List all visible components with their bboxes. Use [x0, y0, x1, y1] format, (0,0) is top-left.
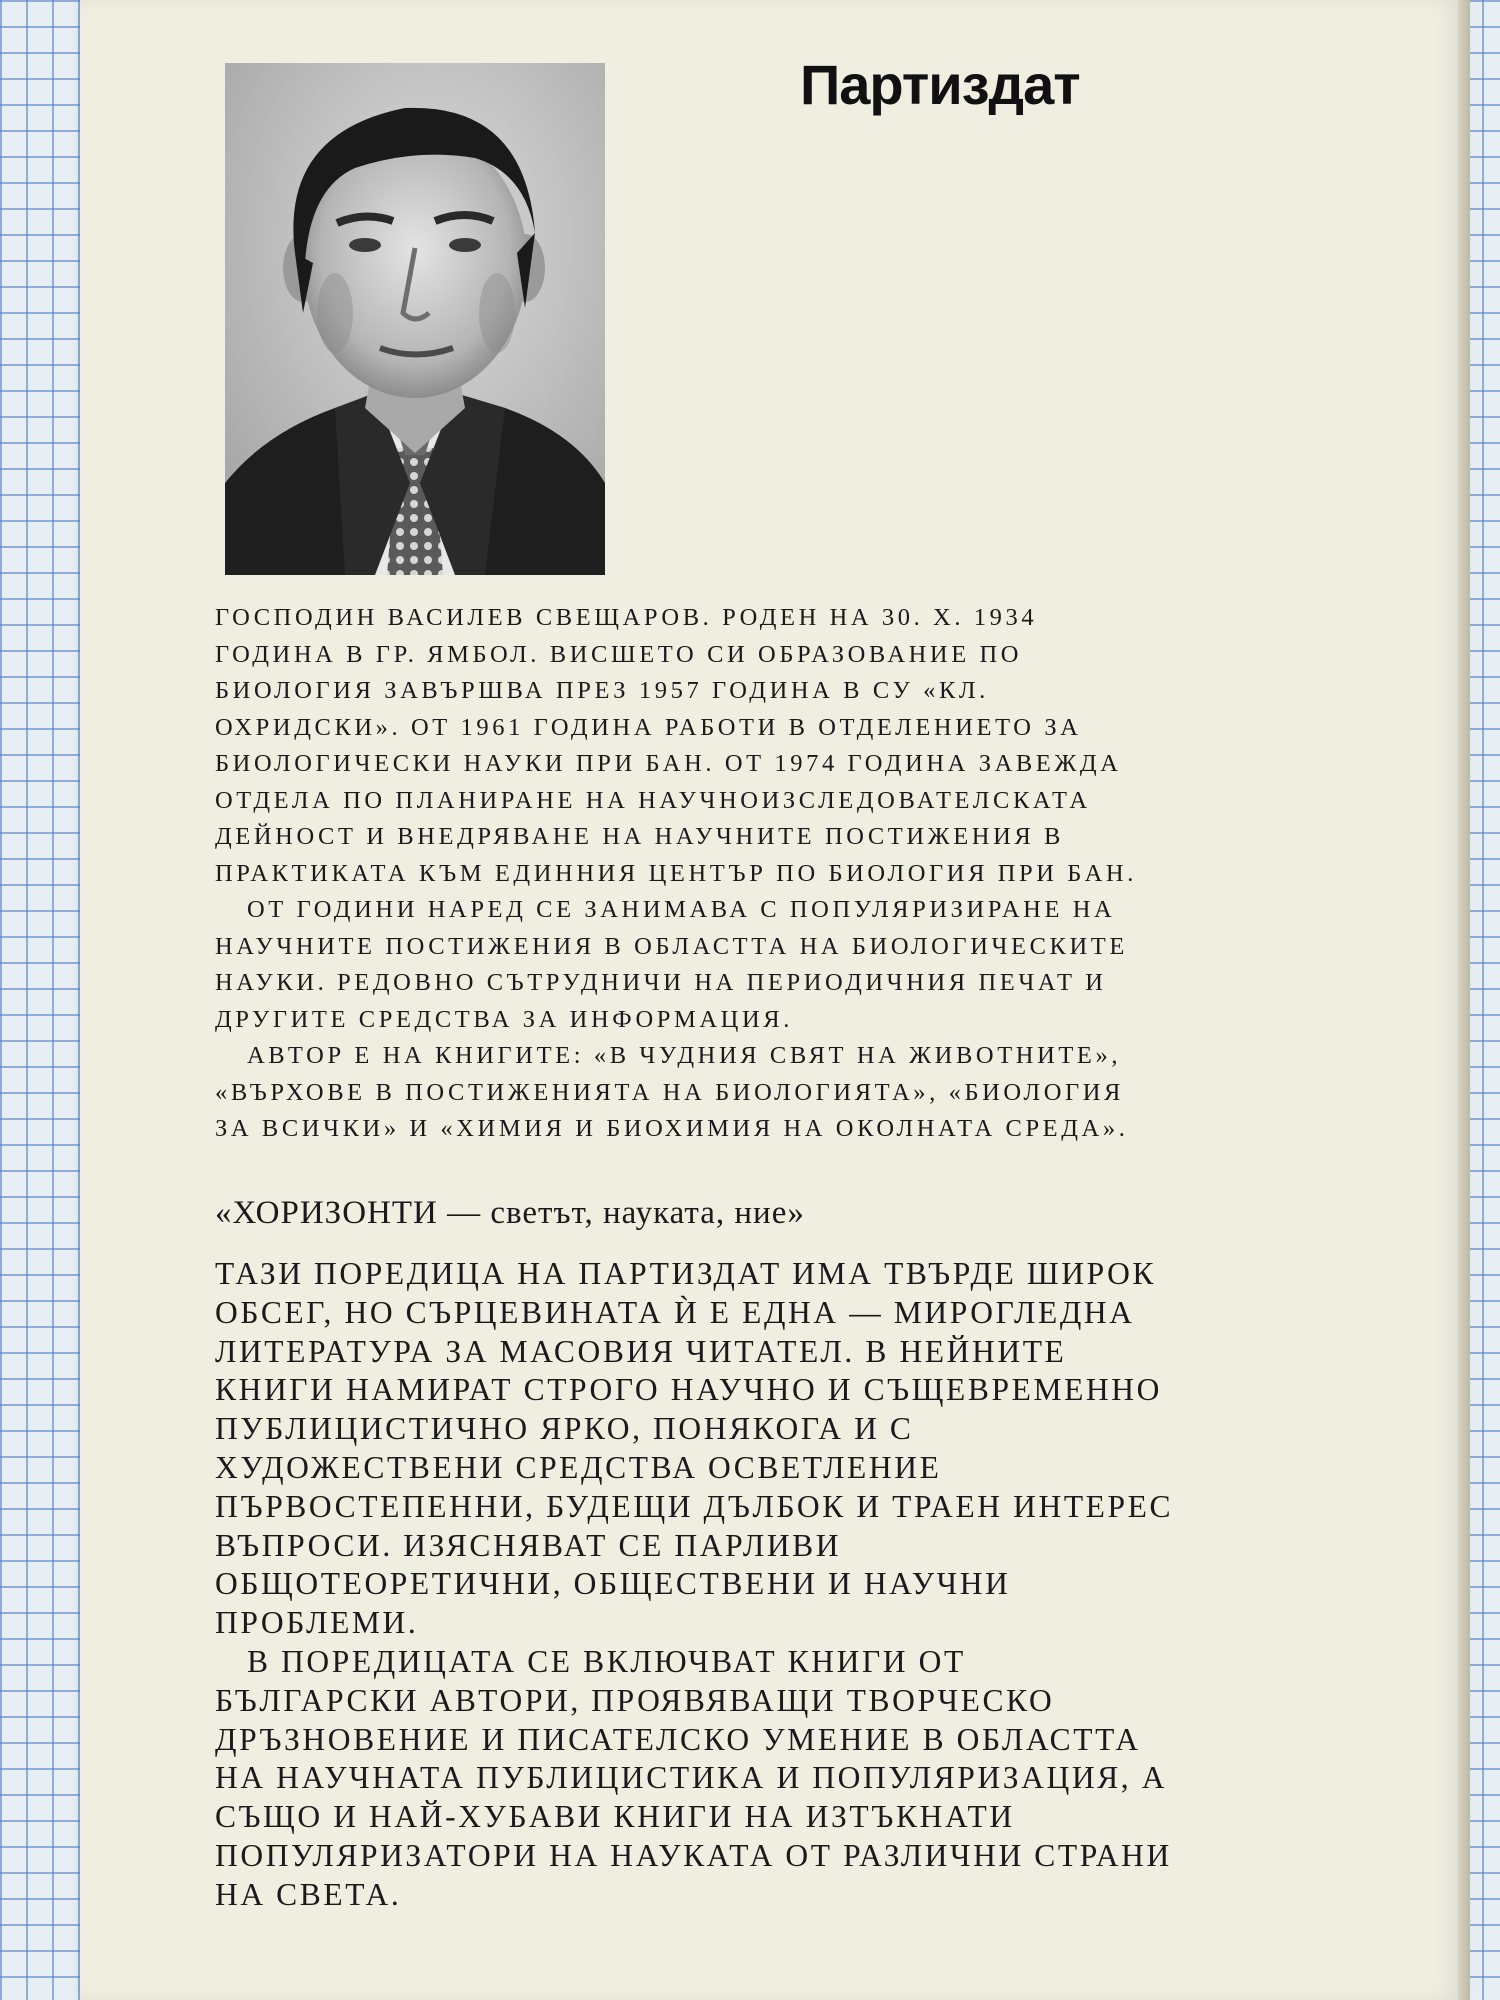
page-edge: [1458, 0, 1470, 2000]
bio-paragraph: ГОСПОДИН ВАСИЛЕВ СВЕЩАРОВ. РОДЕН НА 30. X. 1934 ГОДИНА В ГР. ЯМБОЛ. ВИСШЕТО СИ ОБРАЗОВАНИЕ ПО БИОЛОГИЯ ЗАВЪРШВА ПРЕЗ 1957 ГОДИНА В СУ «КЛ. ОХРИДСКИ». ОТ 1961 ГОДИНА РАБОТИ В ОТДЕЛЕНИЕТО ЗА БИОЛОГИЧЕСКИ НАУКИ ПРИ БАН. ОТ 1974 ГОДИНА ЗАВЕЖДА ОТДЕЛА ПО ПЛАНИРАНЕ НА НАУЧНОИЗСЛЕДОВАТЕЛСКАТА ДЕЙНОСТ И ВНЕДРЯВАНЕ НА НАУЧНИТЕ ПОСТИЖЕНИЯ В ПРАКТИКАТА КЪМ ЕДИННИЯ ЦЕНТЪР ПО БИОЛОГИЯ ПРИ БАН.: [215, 604, 1137, 887]
description-paragraph: ТАЗИ ПОРЕДИЦА НА ПАРТИЗДАТ ИМА ТВЪРДЕ ШИРОК ОБСЕГ, НО СЪРЦЕВИНАТА Ѝ Е ЕДНА — МИРОГЛЕДНА ЛИТЕРАТУРА ЗА МАСОВИЯ ЧИТАТЕЛ. В НЕЙНИТЕ КНИГИ НАМИРАТ СТРОГО НАУЧНО И СЪЩЕВРЕМЕННО ПУБЛИЦИСТИЧНО ЯРКО, ПОНЯКОГА И С ХУДОЖЕСТВЕНИ СРЕДСТВА ОСВЕТЛЕНИЕ ПЪРВОСТЕПЕННИ, БУДЕЩИ ДЪЛБОК И ТРАЕН ИНТЕРЕС ВЪПРОСИ. ИЗЯСНЯВАТ СЕ ПАРЛИВИ ОБЩОТЕОРЕТИЧНИ, ОБЩЕСТВЕНИ И НАУЧНИ ПРОБЛЕМИ.: [215, 1256, 1174, 1641]
bio-paragraph: АВТОР Е НА КНИГИТЕ: «В ЧУДНИЯ СВЯТ НА ЖИВОТНИТЕ», «ВЪРХОВЕ В ПОСТИЖЕНИЯТА НА БИОЛОГИЯТА», «БИОЛОГИЯ ЗА ВСИЧКИ» И «ХИМИЯ И БИОХИМИЯ НА ОКОЛНАТА СРЕДА».: [215, 1042, 1129, 1142]
author-portrait-icon: [225, 63, 605, 575]
series-description: [215, 1255, 1175, 1915]
publisher-logo: Партиздат: [800, 53, 1080, 116]
author-portrait: [225, 63, 605, 575]
author-biography: [215, 600, 1155, 1148]
series-title: «ХОРИЗОНТИ — светът, науката, ние»: [215, 1195, 805, 1231]
bio-paragraph: ОТ ГОДИНИ НАРЕД СЕ ЗАНИМАВА С ПОПУЛЯРИЗИРАНЕ НА НАУЧНИТЕ ПОСТИЖЕНИЯ В ОБЛАСТТА НА БИОЛОГИЧЕСКИТЕ НАУКИ. РЕДОВНО СЪТРУДНИЧИ НА ПЕРИОДИЧНИЯ ПЕЧАТ И ДРУГИТЕ СРЕДСТВА ЗА ИНФОРМАЦИЯ.: [215, 896, 1128, 1033]
description-paragraph: В ПОРЕДИЦАТА СЕ ВКЛЮЧВАТ КНИГИ ОТ БЪЛГАРСКИ АВТОРИ, ПРОЯВЯВАЩИ ТВОРЧЕСКО ДРЪЗНОВЕНИЕ И ПИСАТЕЛСКО УМЕНИЕ В ОБЛАСТТА НА НАУЧНАТА ПУБЛИЦИСТИКА И ПОПУЛЯРИЗАЦИЯ, А СЪЩО И НАЙ-ХУБАВИ КНИГИ НА ИЗТЪКНАТИ ПОПУЛЯРИЗАТОРИ НА НАУКАТА ОТ РАЗЛИЧНИ СТРАНИ НА СВЕТА.: [215, 1643, 1172, 1912]
